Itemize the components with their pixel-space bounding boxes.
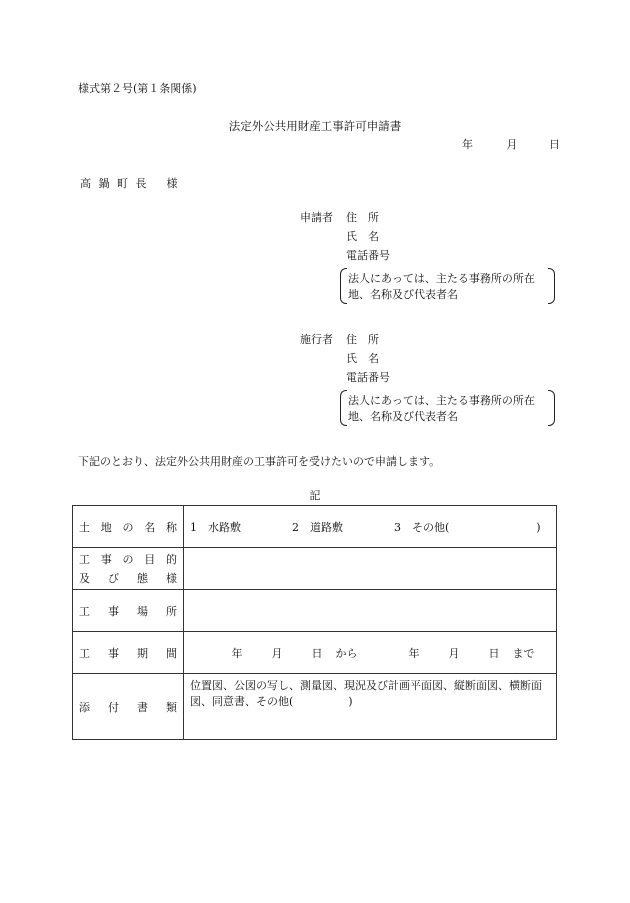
attachments-label: 添 付 書 類 bbox=[73, 674, 184, 740]
attachments-text: 位置図、公図の写し、測量図、現況及び計画平面図、縦断面図、横断面図、同意書、その他( ) bbox=[190, 679, 542, 708]
right-bracket bbox=[548, 390, 555, 426]
option-other-close: ) bbox=[536, 520, 541, 534]
land-name-value[interactable] bbox=[184, 506, 557, 548]
period-start-year: 年 bbox=[231, 646, 243, 660]
contractor-corp-note-bracket bbox=[340, 390, 555, 426]
document-title: 法定外公共用財産工事許可申請書 bbox=[228, 119, 402, 133]
applicant-name-label: 氏 名 bbox=[346, 230, 379, 243]
purpose-value[interactable] bbox=[184, 548, 557, 590]
contractor-name-label: 氏 名 bbox=[346, 352, 379, 365]
applicant-phone-label: 電話番号 bbox=[346, 249, 390, 262]
form-number: 様式第２号(第１条関係) bbox=[78, 82, 197, 95]
period-from: から bbox=[335, 646, 358, 660]
location-value[interactable] bbox=[184, 590, 557, 632]
period-end-year: 年 bbox=[408, 646, 420, 660]
land-name-label: 土 地 の 名 称 bbox=[73, 506, 184, 548]
application-statement: 下記のとおり、法定外公共用財産の工事許可を受けたいので申請します。 bbox=[78, 455, 441, 468]
period-until: まで bbox=[512, 646, 535, 660]
contractor-role: 施行者 bbox=[300, 333, 333, 346]
option-road: 2 道路敷 bbox=[292, 520, 343, 534]
date-year: 年 bbox=[462, 138, 473, 151]
option-other: 3 その他( bbox=[394, 520, 450, 534]
addressee-name: 高 鍋 町 長 bbox=[80, 177, 149, 190]
left-bracket bbox=[340, 268, 347, 304]
table-row-land-name bbox=[73, 506, 557, 548]
period-start-month: 月 bbox=[271, 646, 283, 660]
purpose-label: 工 事 の 目 的 及 び 態 様 bbox=[73, 548, 184, 590]
date-day: 日 bbox=[549, 138, 560, 151]
period-end-month: 月 bbox=[448, 646, 460, 660]
application-table bbox=[72, 505, 557, 740]
date-row bbox=[462, 139, 560, 150]
applicant-role: 申請者 bbox=[300, 211, 333, 224]
applicant-address-label: 住 所 bbox=[346, 211, 379, 224]
period-value[interactable] bbox=[184, 632, 557, 674]
table-row-location bbox=[73, 590, 557, 632]
period-end-day: 日 bbox=[488, 646, 500, 660]
ki-heading: 記 bbox=[309, 489, 321, 502]
right-bracket bbox=[548, 268, 555, 304]
period-label: 工 事 期 間 bbox=[73, 632, 184, 674]
location-label: 工 事 場 所 bbox=[73, 590, 184, 632]
contractor-address-label: 住 所 bbox=[346, 333, 379, 346]
table-row-purpose bbox=[73, 548, 557, 590]
addressee-honorific: 様 bbox=[166, 177, 180, 190]
period-start-day: 日 bbox=[311, 646, 323, 660]
left-bracket bbox=[340, 390, 347, 426]
table-row-attachments bbox=[73, 674, 557, 740]
date-month: 月 bbox=[506, 138, 518, 151]
table-row-period bbox=[73, 632, 557, 674]
attachments-value[interactable] bbox=[184, 674, 557, 740]
addressee bbox=[80, 178, 180, 189]
applicant-corp-note: 法人にあっては、主たる事務所の所在地、名称及び代表者名 bbox=[348, 272, 535, 301]
contractor-corp-note: 法人にあっては、主たる事務所の所在地、名称及び代表者名 bbox=[348, 394, 535, 423]
contractor-phone-label: 電話番号 bbox=[346, 371, 390, 384]
option-waterway: 1 水路敷 bbox=[190, 520, 241, 534]
applicant-corp-note-bracket bbox=[340, 268, 555, 304]
